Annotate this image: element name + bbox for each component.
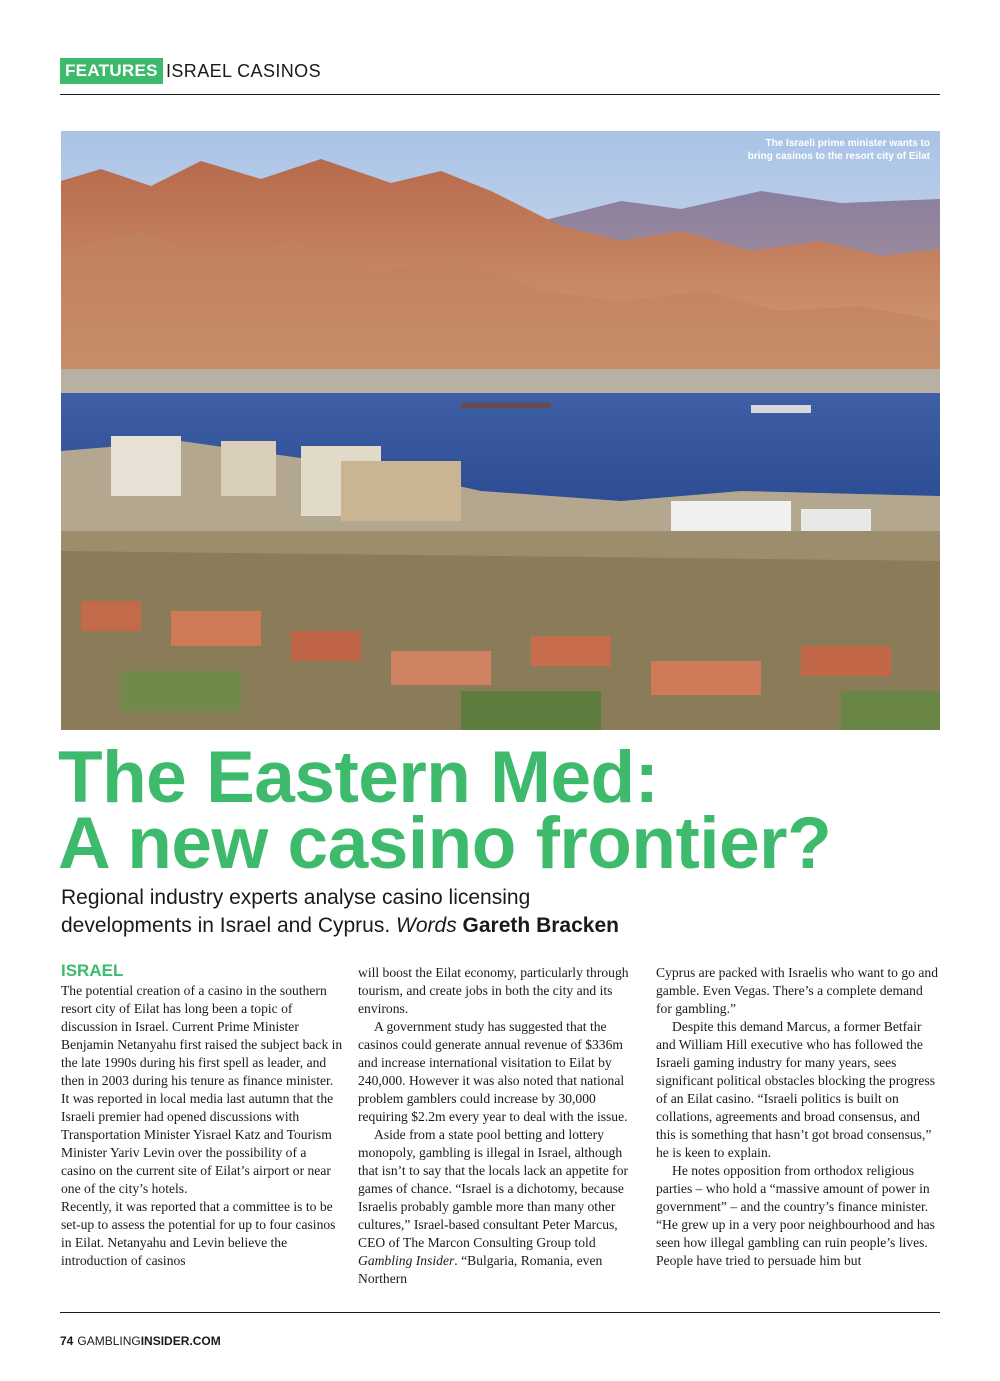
standfirst-line-2 <box>61 912 761 940</box>
standfirst-text: developments in Israel and Cyprus. <box>61 914 397 937</box>
paragraph: The potential creation of a casino in the southern resort city of Eilat has long been a topic of discussion in Israel. Current Prime Minister Benjamin Netanyahu first raised the subject back in the late 1990s during his first spell as leader, and then in 2003 during his tenure as finance minister. It was reported in local media last autumn that the Israeli premier had opened discussions with Transportation Minister Yisrael Katz and Tourism Minister Yariv Levin over the possibility of a casino on the current site of Eilat’s airport or near one of the city’s hotels. <box>61 983 343 1196</box>
eilat-photo <box>61 131 940 730</box>
header-rule <box>60 94 940 95</box>
site-name-part: INSIDER <box>140 1334 190 1348</box>
paragraph: A government study has suggested that the casinos could generate annual revenue of $336m and increase international visitation to Eilat by 240,000. However it was also noted that national problem gamblers could increase by 30,000 requiring $2.2m every year to deal with the issue. <box>358 1019 628 1124</box>
section-title: ISRAEL CASINOS <box>166 61 321 81</box>
paragraph-text: Aside from a state pool betting and lottery monopoly, gambling is illegal in Israel, although that isn’t to say that the locals lack an appetite for games of chance. “Israel is a dichotomy, because Israelis probably gamble more than many other cultures,” Israel-based consultant Peter Marcus, CEO of The Marcon Consulting Group told <box>358 1127 629 1250</box>
paragraph <box>358 1126 640 1288</box>
eilat-landscape-image <box>61 131 940 730</box>
caption-line-1: The Israeli prime minister wants to <box>765 138 930 149</box>
standfirst <box>61 884 761 940</box>
paragraph: Recently, it was reported that a committee is to be set-up to assess the potential for up to four casinos in Eilat. Netanyahu and Levin believe the introduction of casinos <box>61 1199 336 1268</box>
article-column-3 <box>656 964 938 1270</box>
caption-line-2: bring casinos to the resort city of Eilat <box>747 151 930 162</box>
article-column-1 <box>61 960 343 1270</box>
byline-words: Words <box>396 914 457 937</box>
publication-name: Gambling Insider <box>358 1253 455 1268</box>
footer-rule <box>60 1312 940 1313</box>
paragraph-text: . “Bulgaria, Romania, even Northern <box>358 1253 603 1286</box>
photo-caption <box>670 137 930 163</box>
standfirst-line-1: Regional industry experts analyse casino licensing <box>61 886 531 909</box>
author-name: Gareth Bracken <box>462 914 619 937</box>
page-footer <box>60 1334 221 1348</box>
headline-line-1: The Eastern Med: <box>58 737 659 818</box>
subhead-israel: ISRAEL <box>61 961 124 980</box>
paragraph: Cyprus are packed with Israelis who want to go and gamble. Even Vegas. There’s a complete demand for gambling.” <box>656 965 938 1016</box>
paragraph: He notes opposition from orthodox religious parties – who hold a “massive amount of power in government” – and the country’s finance minister. “He grew up in a very poor neighbourhood and has seen how illegal gambling can ruin people’s lives. People have tried to persuade him but <box>656 1163 935 1268</box>
page-header <box>60 58 940 94</box>
site-name-part: .COM <box>189 1334 221 1348</box>
article-column-2 <box>358 964 640 1288</box>
site-name-part: GAMBLING <box>77 1334 141 1348</box>
paragraph: Despite this demand Marcus, a former Betfair and William Hill executive who has followed the Israeli gaming industry for many years, sees significant political obstacles blocking the progress of an Eilat casino. “Israeli politics is built on collations, agreements and broad consensus, and this is something that hasn’t got broad consensus,” he is keen to explain. <box>656 1019 935 1160</box>
headline-line-2: A new casino frontier? <box>58 803 832 884</box>
features-tag: FEATURES <box>60 58 163 84</box>
article-headline <box>58 737 958 884</box>
paragraph: will boost the Eilat economy, particularly through tourism, and create jobs in both the city and its environs. <box>358 965 629 1016</box>
page-number: 74 <box>60 1334 74 1348</box>
